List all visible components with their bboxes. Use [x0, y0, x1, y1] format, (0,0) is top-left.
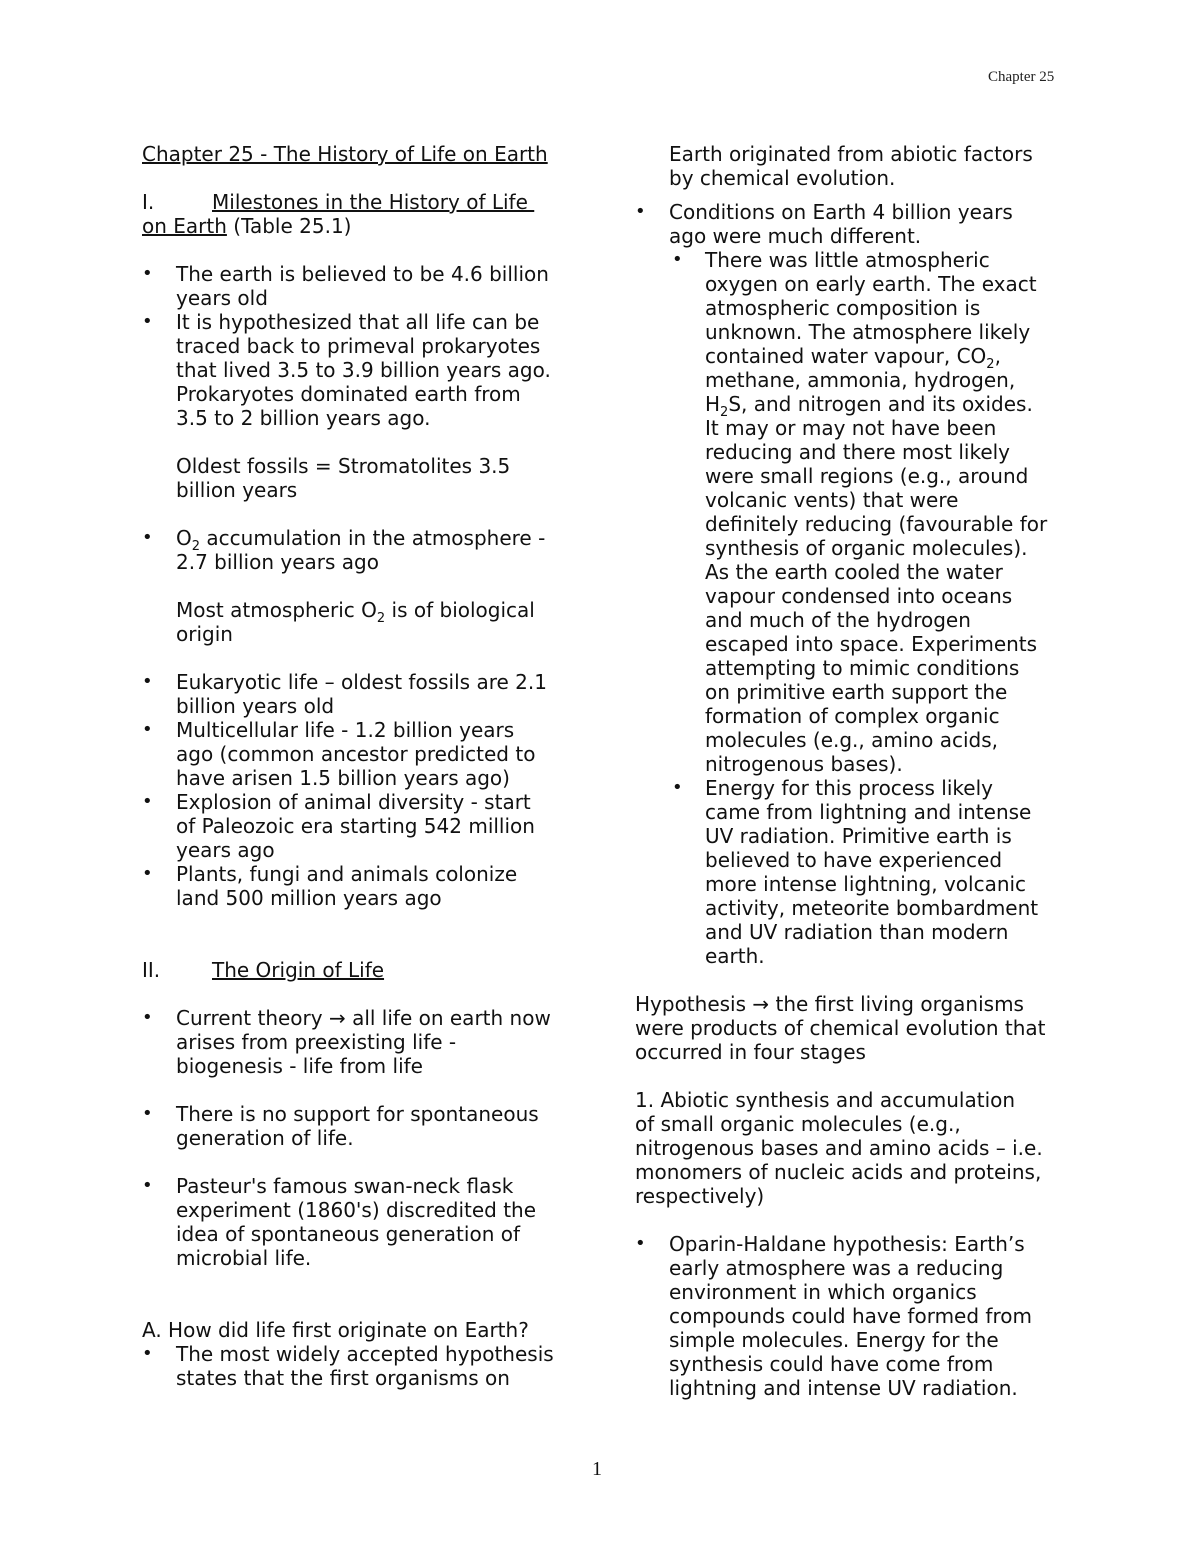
page-number: 1 [592, 1458, 602, 1480]
text-line: billion years [176, 478, 298, 502]
list-item [142, 718, 582, 790]
text-line: formation of complex organic [705, 704, 1000, 728]
text-line: nitrogenous bases and amino acids – i.e. [635, 1136, 1043, 1160]
text-line: • Plants, fungi and animals colonize [176, 862, 518, 886]
text-line: vapour condensed into oceans [705, 584, 1013, 608]
text-line: monomers of nucleic acids and proteins, [635, 1160, 1042, 1184]
list-item [142, 526, 582, 574]
list-item [635, 1232, 1075, 1400]
text-line: Prokaryotes dominated earth from [176, 382, 521, 406]
text-line: that lived 3.5 to 3.9 billion years ago. [176, 358, 551, 382]
list-item [142, 670, 582, 718]
text-line: and much of the hydrogen [705, 608, 971, 632]
text-line: microbial life. [176, 1246, 312, 1270]
text-line: • Pasteur's famous swan-neck flask [176, 1174, 514, 1198]
text-line: arises from preexisting life - [176, 1030, 457, 1054]
text-line: • Current theory → all life on earth now [176, 1006, 551, 1030]
text-line: lightning and intense UV radiation. [669, 1376, 1018, 1400]
text-line: 2.7 billion years ago [176, 550, 379, 574]
text-line: As the earth cooled the water [705, 560, 1003, 584]
text-line: have arisen 1.5 billion years ago) [176, 766, 510, 790]
sub-list-item [635, 776, 1075, 968]
text-line: and UV radiation than modern [705, 920, 1009, 944]
left-column [142, 142, 582, 1390]
text-line: molecules (e.g., amino acids, [705, 728, 998, 752]
text-line: reducing and there most likely [705, 440, 1011, 464]
section-1-number: I. [142, 190, 155, 214]
text-line: came from lightning and intense [705, 800, 1032, 824]
text-line: ago were much different. [669, 224, 922, 248]
stage-1-paragraph [635, 1088, 1075, 1208]
subscript: 2 [720, 405, 729, 420]
section-1-title-suffix: (Table 25.1) [226, 214, 352, 238]
text-line: methane, ammonia, hydrogen, [705, 368, 1016, 392]
text-line: years old [176, 286, 268, 310]
text-line: • There was little atmospheric [705, 248, 990, 272]
sub-list-item [635, 248, 1075, 776]
text-span: O [176, 526, 192, 550]
text-line: traced back to primeval prokaryotes [176, 334, 541, 358]
text-line: • Multicellular life - 1.2 billion years [176, 718, 515, 742]
subscript: 2 [986, 357, 995, 372]
text-span: , [994, 344, 1001, 368]
list-item [142, 1102, 582, 1150]
text-line: billion years old [176, 694, 335, 718]
text-line: by chemical evolution. [669, 166, 896, 190]
text-span: contained water vapour, CO [705, 344, 987, 368]
text-span: accumulation in the atmosphere - [200, 526, 546, 550]
text-line: were small regions (e.g., around [705, 464, 1029, 488]
text-line: synthesis of organic molecules). [705, 536, 1028, 560]
chapter-title: Chapter 25 - The History of Life on Earth [142, 142, 548, 166]
hypothesis-paragraph [635, 992, 1075, 1064]
text-line: more intense lightning, volcanic [705, 872, 1027, 896]
section-2-heading [142, 958, 582, 982]
text-line: Oldest fossils = Stromatolites 3.5 [176, 454, 511, 478]
list-item [142, 262, 582, 310]
section-2-title: The Origin of Life [212, 958, 385, 982]
section-1-title-a: Milestones in the History of Life [212, 190, 535, 214]
list-item [142, 1342, 582, 1390]
text-line: generation of life. [176, 1126, 354, 1150]
text-line: origin [176, 622, 233, 646]
text-line: of small organic molecules (e.g., [635, 1112, 961, 1136]
text-line: biogenesis - life from life [176, 1054, 423, 1078]
text-line: 1. Abiotic synthesis and accumulation [635, 1088, 1016, 1112]
list-item [142, 862, 582, 910]
text-line: experiment (1860's) discredited the [176, 1198, 537, 1222]
text-line: on primitive earth support the [705, 680, 1008, 704]
text-span: H [705, 392, 721, 416]
list-item [142, 1174, 582, 1270]
text-line: environment in which organics [669, 1280, 977, 1304]
text-line: years ago [176, 838, 275, 862]
text-line: • It is hypothesized that all life can be [176, 310, 540, 334]
text-line: oxygen on early earth. The exact [705, 272, 1037, 296]
text-line: attempting to mimic conditions [705, 656, 1020, 680]
continued-text [635, 142, 1075, 190]
text-line: Earth originated from abiotic factors [669, 142, 1033, 166]
text-line: • The most widely accepted hypothesis [176, 1342, 554, 1366]
text-line: land 500 million years ago [176, 886, 442, 910]
text-line: volcanic vents) that were [705, 488, 959, 512]
text-span: Most atmospheric O [176, 598, 377, 622]
text-line: • Conditions on Earth 4 billion years [669, 200, 1013, 224]
text-line: synthesis could have come from [669, 1352, 994, 1376]
text-line: • Energy for this process likely [705, 776, 993, 800]
text-line: ago (common ancestor predicted to [176, 742, 536, 766]
right-column [635, 142, 1075, 1400]
list-item [142, 1006, 582, 1078]
subscript: 2 [376, 611, 386, 626]
text-line: idea of spontaneous generation of [176, 1222, 521, 1246]
list-item [635, 200, 1075, 248]
text-line: 3.5 to 2 billion years ago. [176, 406, 431, 430]
section-2-number: II. [142, 958, 161, 982]
list-item [142, 310, 582, 430]
text-line: • Oparin-Haldane hypothesis: Earth’s [669, 1232, 1025, 1256]
text-line: occurred in four stages [635, 1040, 866, 1064]
text-line: UV radiation. Primitive earth is [705, 824, 1012, 848]
text-line: early atmosphere was a reducing [669, 1256, 1004, 1280]
text-line: compounds could have formed from [669, 1304, 1032, 1328]
text-line: • The earth is believed to be 4.6 billion [176, 262, 549, 286]
text-line: It may or may not have been [705, 416, 997, 440]
text-line: atmospheric composition is [705, 296, 981, 320]
text-line: • Explosion of animal diversity - start [176, 790, 531, 814]
subsection-a-heading: A. How did life first originate on Earth? [142, 1318, 529, 1342]
text-line: simple molecules. Energy for the [669, 1328, 999, 1352]
text-line: nitrogenous bases). [705, 752, 903, 776]
text-line: • There is no support for spontaneous [176, 1102, 539, 1126]
text-line: were products of chemical evolution that [635, 1016, 1046, 1040]
text-line: activity, meteorite bombardment [705, 896, 1039, 920]
text-line: unknown. The atmosphere likely [705, 320, 1031, 344]
text-line: definitely reducing (favourable for [705, 512, 1048, 536]
section-1-heading [142, 190, 582, 214]
text-line: earth. [705, 944, 765, 968]
text-line: states that the first organisms on [176, 1366, 510, 1390]
note [142, 598, 582, 646]
text-line: believed to have experienced [705, 848, 1003, 872]
running-header: Chapter 25 [988, 69, 1055, 85]
note [142, 454, 582, 502]
text-line: • Eukaryotic life – oldest fossils are 2.1 [176, 670, 547, 694]
subscript: 2 [191, 539, 201, 554]
text-span: S, and nitrogen and its oxides. [728, 392, 1033, 416]
text-span: is of biological [385, 598, 535, 622]
text-line: respectively) [635, 1184, 765, 1208]
list-item [142, 790, 582, 862]
text-line: of Paleozoic era starting 542 million [176, 814, 535, 838]
text-line: Hypothesis → the first living organisms [635, 992, 1024, 1016]
section-1-title-b: on Earth [142, 214, 227, 238]
text-line: escaped into space. Experiments [705, 632, 1038, 656]
